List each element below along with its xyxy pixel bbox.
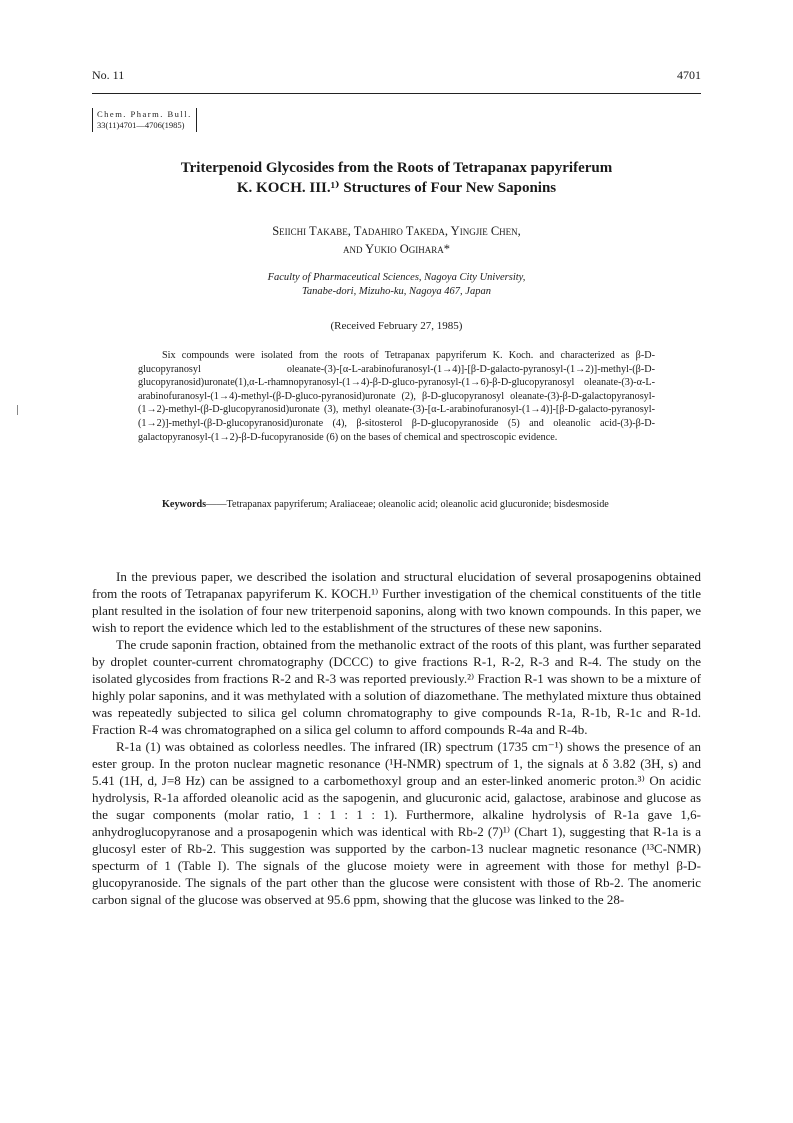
keywords-label: Keywords <box>162 499 207 510</box>
page-number: 4701 <box>677 68 701 82</box>
running-header <box>92 68 701 83</box>
author-list <box>140 222 653 258</box>
body-text <box>92 568 701 908</box>
body-paragraph-2: The crude saponin fraction, obtained from the methanolic extract of the roots of this plant, was further separated by droplet counter-current chromatography (DCCC) to give fractions R-1, R-2, R-3 and R-4. The study on the isolated glycosides from fractions R-2 and R-3 was reported previously.²⁾ Fraction R-1 was shown to be a mixture of highly polar saponins, and it was methylated with a solution of diazomethane. The methylated mixture thus obtained was repeatedly subjected to silica gel column chromatography to give compounds R-1a, R-1b, R-1c and R-1d. Fraction R-4 was chromatographed on a silica gel column to afford compounds R-4a and R-4b. <box>92 637 701 737</box>
abstract: Six compounds were isolated from the roots of Tetrapanax papyriferum K. Koch. and characterized as β-D-glucopyranosyl oleanate-(3)-[α-L-arabinofuranosyl-(1→4)]-[β-D-galacto-pyranosyl-(1→2)]-methyl-(β-D-glucopyranosid)uronate(1),α-L-rhamnopyranosyl-(1→4)-β-D-gluco-pyranosyl-(1→6)-β-D-glucopyranosyl oleanate-(3)-α-L-arabinofuranosyl-(1→4)-methyl-(β-D-gluco-pyranosid)uronate (2), β-D-glucopyranosyl oleanate-(3)-β-D-galactopyranosyl-(1→2)-methyl-(β-D-glucopyranosid)uronate (3), methyl oleanate-(3)-[α-L-arabinofuranosyl-(1→4)]-[β-D-galacto-pyranosyl-(1→2)]-methyl-(β-D-glucopyranosid)uronate (4), β-sitosterol β-D-glucopyranoside (5) and oleanolic acid-(3)-β-D-galactopyranosyl-(1→2)-β-D-fucopyranoside (6) on the bases of chemical and spectroscopic evidence. <box>138 350 655 443</box>
body-paragraph-3: R-1a (1) was obtained as colorless needles. The infrared (IR) spectrum (1735 cm⁻¹) shows the presence of an ester group. In the proton nuclear magnetic resonance (¹H-NMR) spectrum of 1, the signals at δ 3.82 (3H, s) and 5.41 (1H, d, J=8 Hz) can be assigned to a carbomethoxyl group and an ester-linked anomeric proton.³⁾ On acidic hydrolysis, R-1a afforded oleanolic acid as the sapogenin, and glucuronic acid, galactose, arabinose and glucose as the sugar components (molar ratio, 1 : 1 : 1 : 1). Furthermore, alkaline hydrolysis of R-1a gave 1,6-anhydroglucopyranose and a prosapogenin which was identical with Rb-2 (7)¹⁾ (Chart 1), suggesting that R-1a is a glucosyl ester of Rb-2. This suggestion was supported by the carbon-13 nuclear magnetic resonance (¹³C-NMR) specturm of 1 (Table I). The signals of the glucose moiety were in agreement with those for methyl β-D-glucopyranoside. The signals of the part other than the glucose were consistent with those of Rb-2. The anomeric carbon signal of the glucose was observed at 95.6 ppm, showing that the glucose was linked to the 28- <box>92 739 701 907</box>
received-date: (Received February 27, 1985) <box>330 320 463 332</box>
affiliation-line-2: Tanabe-dori, Mizuho-ku, Nagoya 467, Japan <box>302 286 491 297</box>
affiliation-line-1: Faculty of Pharmaceutical Sciences, Nagoya City University, <box>267 272 526 283</box>
authors-line-2: and Yukio Ogihara* <box>342 242 451 256</box>
paper-title <box>100 158 693 198</box>
keywords <box>138 498 655 512</box>
issue-number: No. 11 <box>92 68 125 82</box>
keywords-text: ——Tetrapanax papyriferum; Araliaceae; oleanolic acid; oleanolic acid glucuronide; bisdesmoside <box>206 499 609 510</box>
affiliation <box>160 271 633 299</box>
margin-mark <box>17 405 18 415</box>
citation-journal: Chem. Pharm. Bull. <box>97 109 192 119</box>
citation-reference: 33(11)4701—4706(1985) <box>97 120 185 130</box>
title-line-2: K. KOCH. III.¹⁾ Structures of Four New Saponins <box>236 180 557 196</box>
header-divider <box>92 93 701 94</box>
title-line-1: Triterpenoid Glycosides from the Roots of Tetrapanax papyriferum <box>180 160 613 176</box>
body-paragraph-1: In the previous paper, we described the isolation and structural elucidation of several prosapogenins obtained from the roots of Tetrapanax papyriferum K. KOCH.¹⁾ Further investigation of the chemical constituents of the title plant resulted in the isolation of four new triterpenoid saponins, along with two known compounds. In this paper, we wish to report the evidence which led to the establishment of the structures of these new saponins. <box>92 569 701 635</box>
authors-line-1: Seiichi Takabe, Tadahiro Takeda, Yingjie Chen, <box>272 224 521 238</box>
citation-box <box>92 108 197 132</box>
